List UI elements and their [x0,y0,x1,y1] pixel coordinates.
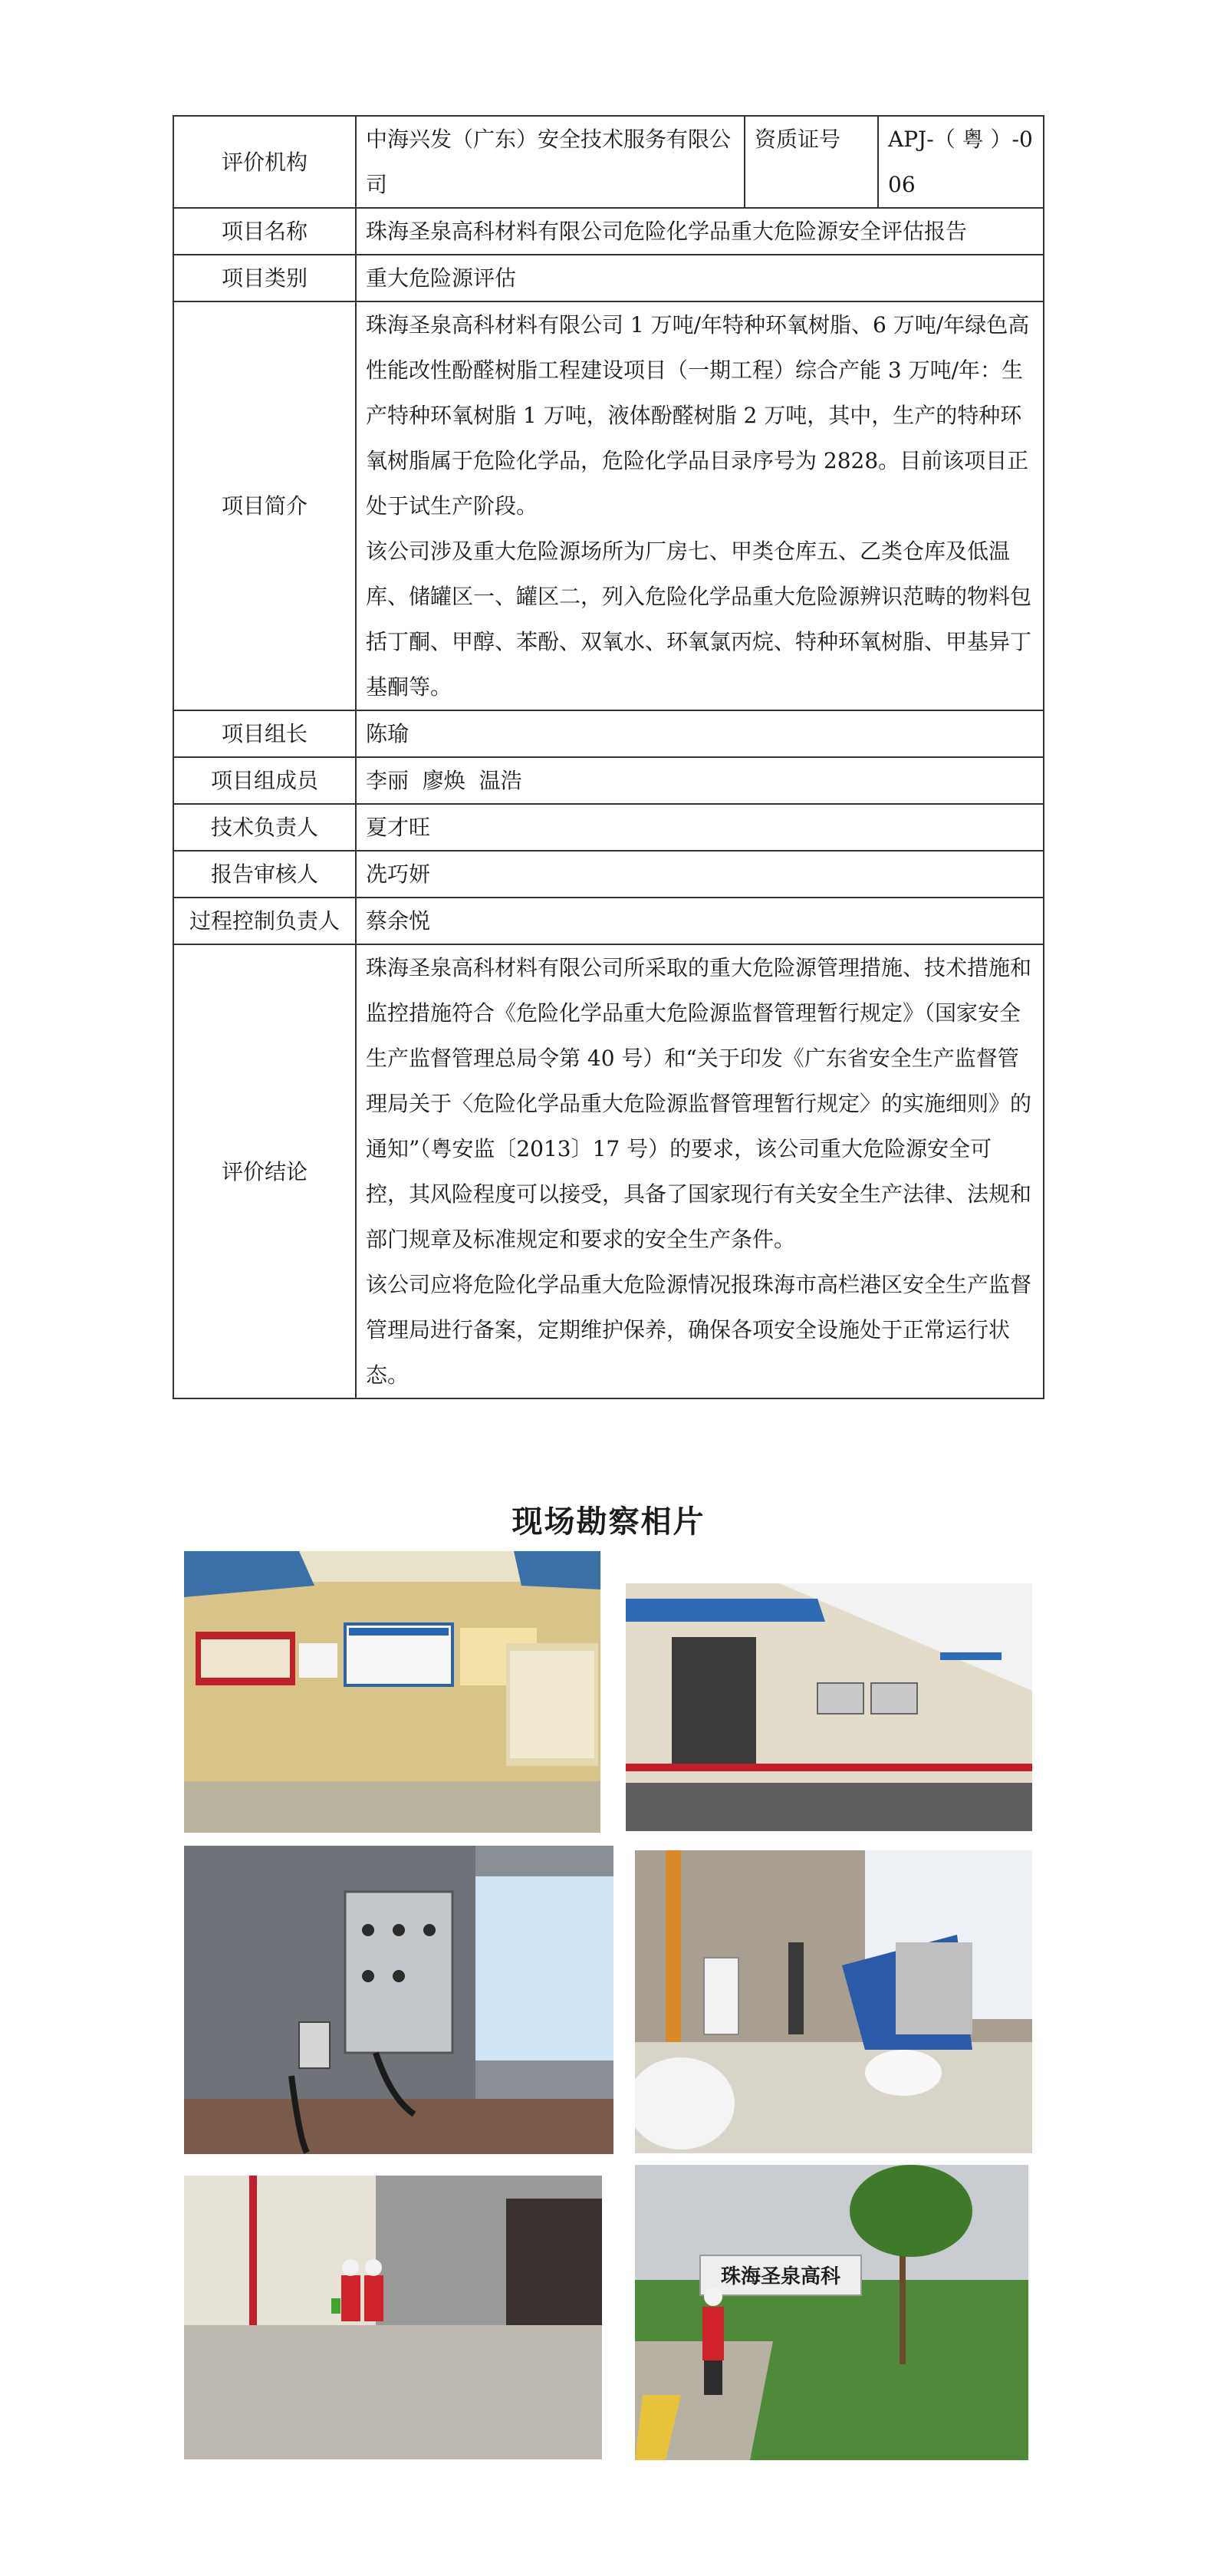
row-leader [173,710,1044,757]
project-type-label: 项目类别 [173,255,356,301]
leader-value: 陈瑜 [356,710,1044,757]
members-value: 李丽 廖焕 温浩 [356,757,1044,804]
company-sign-text: 珠海圣泉高科 [720,2265,841,2288]
project-name-label: 项目名称 [173,208,356,255]
photo-warehouse-exterior [626,1568,1032,1831]
conclusion-label: 评价结论 [173,944,356,1398]
reviewer-value: 冼巧妍 [356,851,1044,898]
photo-safety-board-wall [184,1551,600,1833]
intro-label: 项目简介 [173,301,356,710]
photo-section-title: 现场勘察相片 [511,1504,706,1540]
org-value: 中海兴发（广东）安全技术服务有限公司 [356,116,745,208]
row-reviewer [173,851,1044,898]
row-intro [173,301,1044,710]
tech-value: 夏才旺 [356,804,1044,851]
photo-workers-warehouse [184,2176,602,2459]
members-label: 项目组成员 [173,757,356,804]
row-conclusion [173,944,1044,1398]
row-process [173,898,1044,944]
process-value: 蔡余悦 [356,898,1044,944]
row-org [173,116,1044,208]
intro-paragraph-1: 珠海圣泉高科材料有限公司 1 万吨/年特种环氧树脂、6 万吨/年绿色高性能改性酚醛树脂工程建设项目（一期工程）综合产能 3 万吨/年：生产特种环氧树脂 1 万吨，液体酚醛树脂 2 万吨，其中，生产的特种环氧树脂属于危险化学品，危险化学品目录序号为 2828。目前该项目正处于试生产阶段。 [366,312,1030,519]
conclusion-paragraph-1: 珠海圣泉高科材料有限公司所采取的重大危险源管理措施、技术措施和监控措施符合《危险化学品重大危险源监督管理暂行规定》（国家安全生产监督管理总局令第 40 号）和“关于印发《广东省安全生产监督管理局关于〈危险化学品重大危险源监督管理暂行规定〉的实施细则》的通知”（粤安监〔2013〕17 号）的要求，该公司重大危险源安全可控，其风险程度可以接受，具备了国家现行有关安全生产法律、法规和部门规章及标准规定和要求的安全生产条件。 [366,955,1032,1252]
project-name-value: 珠海圣泉高科材料有限公司危险化学品重大危险源安全评估报告 [356,208,1044,255]
conclusion-paragraph-2: 该公司应将危险化学品重大危险源情况报珠海市高栏港区安全生产监督管理局进行备案，定期维护保养，确保各项安全设施处于正常运行状态。 [366,1272,1032,1388]
reviewer-label: 报告审核人 [173,851,356,898]
project-type-value: 重大危险源评估 [356,255,1044,301]
cert-label: 资质证号 [745,116,878,208]
tech-label: 技术负责人 [173,804,356,851]
row-project-type [173,255,1044,301]
evaluation-info-table [173,115,1044,1399]
cert-value: APJ-（ 粤 ）-006 [878,116,1044,208]
leader-label: 项目组长 [173,710,356,757]
row-project-name [173,208,1044,255]
intro-value [356,301,1044,710]
intro-paragraph-2: 该公司涉及重大危险源场所为厂房七、甲类仓库五、乙类仓库及低温库、储罐区一、罐区二，列入危险化学品重大危险源辨识范畴的物料包括丁酮、甲醇、苯酚、双氧水、环氧氯丙烷、特种环氧树脂、甲基异丁基酮等。 [366,539,1032,700]
org-label: 评价机构 [173,116,356,208]
row-tech [173,804,1044,851]
photo-control-cabinet [184,1846,613,2154]
photo-company-sign [635,2165,1028,2460]
conclusion-value [356,944,1044,1398]
row-members [173,757,1044,804]
photo-production-area [635,1850,1032,2153]
process-label: 过程控制负责人 [173,898,356,944]
